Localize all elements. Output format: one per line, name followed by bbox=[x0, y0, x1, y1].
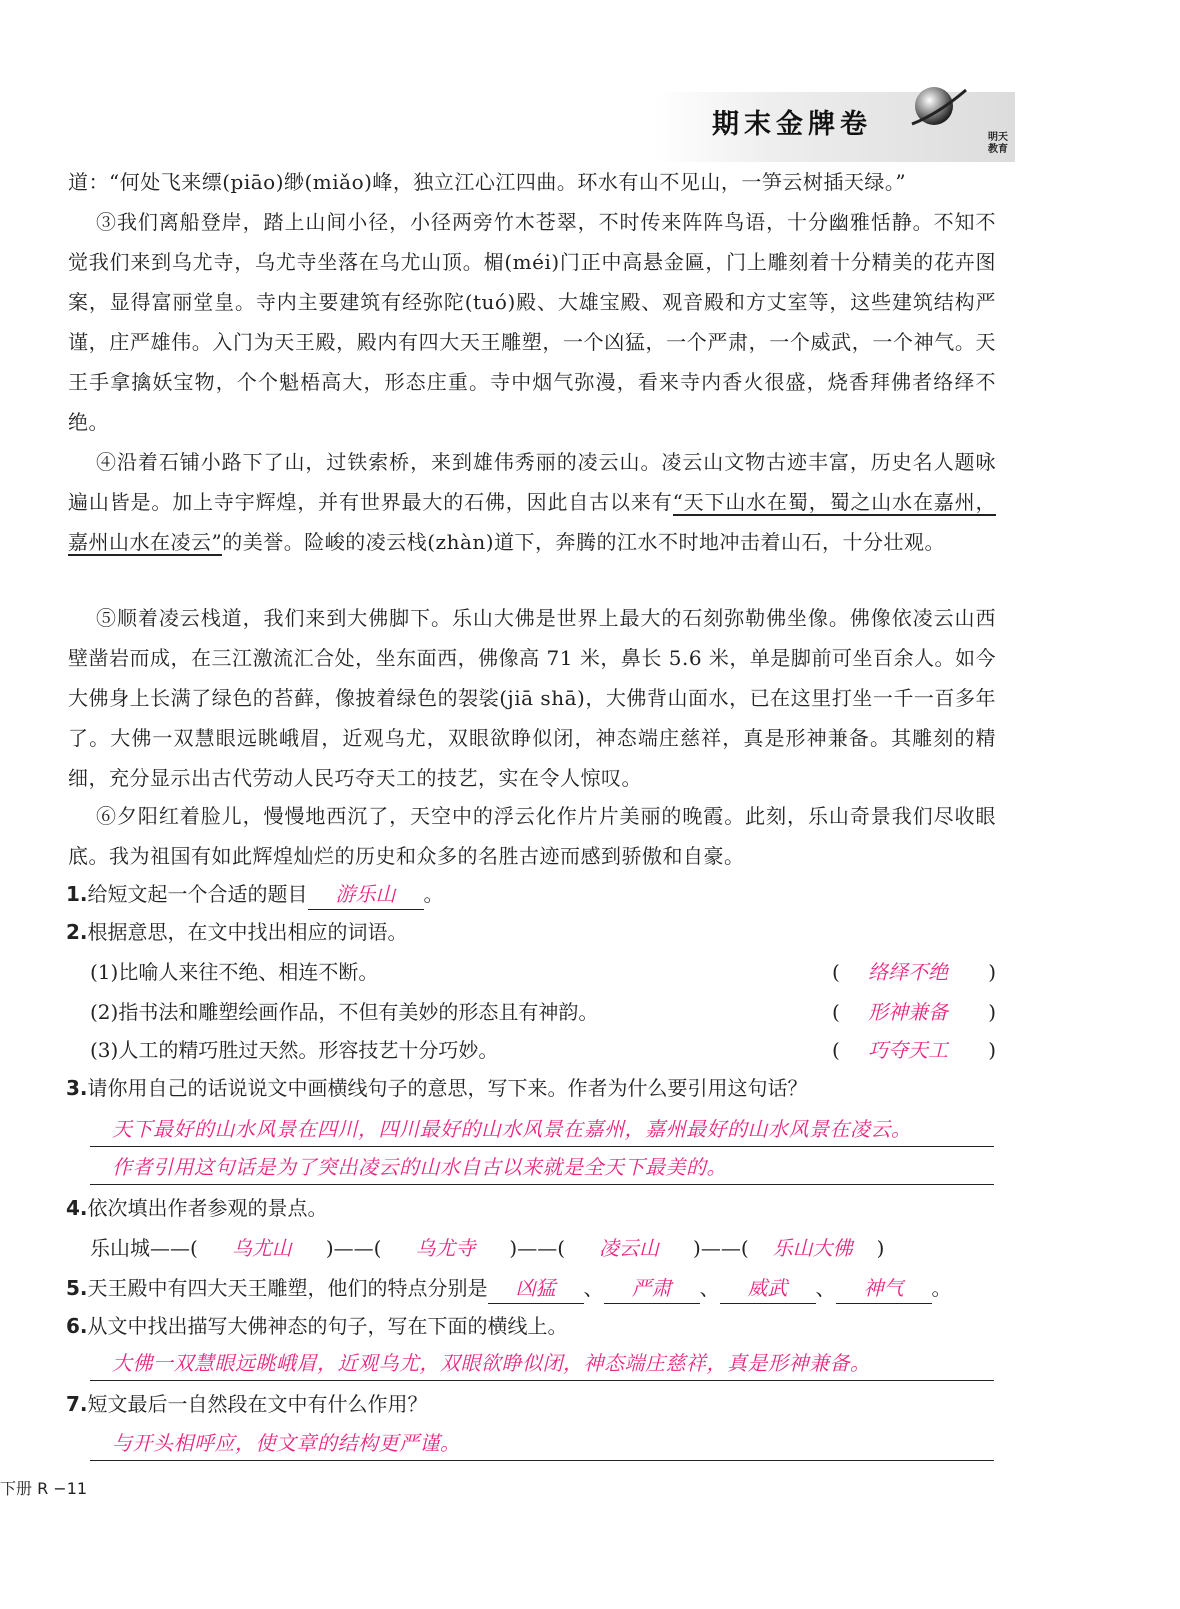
q1-end: 。 bbox=[423, 882, 444, 906]
q6-number: 6. bbox=[66, 1314, 88, 1338]
page-footer: 下册 R −11 bbox=[0, 1479, 88, 1498]
q2-item-1: (1)比喻人来往不绝、相连不断。 bbox=[90, 960, 379, 984]
q4-answer-2: 乌尤寺 bbox=[415, 1236, 476, 1260]
q6-answer-line: 大佛一双慧眼远眺峨眉，近观乌尤，双眼欲睁似闭，神态端庄慈祥，真是形神兼备。 bbox=[90, 1346, 994, 1381]
q7-text: 短文最后一自然段在文中有什么作用？ bbox=[87, 1392, 428, 1416]
q7-answer-line: 与开头相呼应，使文章的结构更严谨。 bbox=[90, 1426, 994, 1461]
q4-answer-4: 乐山大佛 bbox=[772, 1236, 853, 1260]
q5-number: 5. bbox=[66, 1276, 88, 1300]
sphere-logo-icon bbox=[908, 84, 968, 132]
q3-answer-line-1: 天下最好的山水风景在四川，四川最好的山水风景在嘉州，嘉州最好的山水风景在凌云。 bbox=[90, 1112, 994, 1147]
paragraph-3: ③我们离船登岸，踏上山间小径，小径两旁竹木苍翠，不时传来阵阵鸟语，十分幽雅恬静。不知不觉我们来到乌尤寺，乌尤寺坐落在乌尤山顶。楣(méi)门正中高悬金匾，门上雕刻着十分精美的花卉图案，显得富丽堂皇。寺内主要建筑有经弥陀(tuó)殿、大雄宝殿、观音殿和方丈室等，这些建筑结构严谨，庄严雄伟。入门为天王殿，殿内有四大天王雕塑，一个凶猛，一个严肃，一个威武，一个神气。天王手拿擒妖宝物，个个魁梧高大，形态庄重。寺中烟气弥漫，看来寺内香火很盛，烧香拜佛者络绎不绝。 bbox=[68, 210, 996, 434]
q2-text: 根据意思，在文中找出相应的词语。 bbox=[87, 920, 408, 944]
q4-start: 乐山城 bbox=[90, 1236, 150, 1260]
q2-number: 2. bbox=[66, 920, 88, 944]
q2-item-3-answer: 巧夺天工 bbox=[868, 1038, 948, 1062]
q5-answer-4: 神气 bbox=[836, 1273, 932, 1304]
q4-answer-1: 乌尤山 bbox=[231, 1236, 292, 1260]
q3-number: 3. bbox=[66, 1076, 88, 1100]
q6-text: 从文中找出描写大佛神态的句子，写在下面的横线上。 bbox=[87, 1314, 568, 1338]
paragraph-4-start: ④沿着石铺小路下了山，过铁索桥，来到雄伟秀丽的凌云山。凌云山文物古迹丰富，历史名人题咏遍山皆是。加上寺宇辉煌，并有世界最大的石佛，因此自古以来有 bbox=[68, 450, 996, 514]
question-7 bbox=[66, 1384, 428, 1424]
question-1 bbox=[66, 874, 444, 914]
q2-item-2: (2)指书法和雕塑绘画作品，不但有美妙的形态且有神韵。 bbox=[90, 1000, 599, 1024]
q7-number: 7. bbox=[66, 1392, 88, 1416]
brand-line-1: 明天 bbox=[988, 132, 1008, 143]
header-title: 期末金牌卷 bbox=[712, 109, 872, 140]
q3-answer-line-2: 作者引用这句话是为了突出凌云的山水自古以来就是全天下最美的。 bbox=[90, 1150, 994, 1185]
header-brand bbox=[984, 132, 1012, 156]
q4-number: 4. bbox=[66, 1196, 88, 1220]
q1-number: 1. bbox=[66, 882, 88, 906]
q1-text: 给短文起一个合适的题目 bbox=[87, 882, 308, 906]
q1-answer: 游乐山 bbox=[308, 879, 424, 910]
q5-answer-1: 凶猛 bbox=[488, 1273, 584, 1304]
q5-end: 。 bbox=[931, 1276, 952, 1300]
q4-route: 乐山城——( 乌尤山 )——( 乌尤寺 )——( 凌云山 )——( 乐山大佛 ) bbox=[90, 1228, 884, 1268]
q2-item-2-answer: 形神兼备 bbox=[868, 1000, 948, 1024]
q5-text: 天王殿中有四大天王雕塑，他们的特点分别是 bbox=[87, 1276, 488, 1300]
question-4 bbox=[66, 1188, 328, 1228]
q4-answer-3: 凌云山 bbox=[599, 1236, 660, 1260]
q2-item-1-answer: 络绎不绝 bbox=[868, 960, 948, 984]
question-2 bbox=[66, 912, 408, 952]
passage-continuation: 道：“何处飞来缥(piāo)缈(miǎo)峰，独立江心江四曲。环水有山不见山，一笋云树插天绿。” bbox=[68, 170, 907, 194]
q5-answer-3: 威武 bbox=[720, 1273, 816, 1304]
q5-answer-2: 严肃 bbox=[604, 1273, 700, 1304]
paragraph-4-end: 的美誉。险峻的凌云栈(zhàn)道下，奔腾的江水不时地冲击着山石，十分壮观。 bbox=[222, 530, 946, 554]
question-3 bbox=[66, 1068, 808, 1108]
paragraph-4 bbox=[68, 442, 996, 562]
question-6 bbox=[66, 1306, 568, 1346]
q2-item-3: (3)人工的精巧胜过天然。形容技艺十分巧妙。 bbox=[90, 1038, 499, 1062]
question-5: 5.天王殿中有四大天王雕塑，他们的特点分别是 凶猛 、 严肃 、 威武 、 神气 。 bbox=[66, 1268, 952, 1308]
paragraph-5: ⑤顺着凌云栈道，我们来到大佛脚下。乐山大佛是世界上最大的石刻弥勒佛坐像。佛像依凌云山西壁凿岩而成，在三江激流汇合处，坐东面西，佛像高 71 米，鼻长 5.6 米，单是脚前可坐百余人。如今大佛身上长满了绿色的苔藓，像披着绿色的袈裟(jiā shā)，大佛背山面水，已在这里打坐一千一百多年了。大佛一双慧眼远眺峨眉，近观乌尤，双眼欲睁似闭，神态端庄慈祥，真是形神兼备。其雕刻的精细，充分显示出古代劳动人民巧夺天工的技艺，实在令人惊叹。 bbox=[68, 606, 996, 790]
brand-line-2: 教育 bbox=[988, 144, 1008, 155]
q4-text: 依次填出作者参观的景点。 bbox=[87, 1196, 328, 1220]
q3-text: 请你用自己的话说说文中画横线句子的意思，写下来。作者为什么要引用这句话？ bbox=[87, 1076, 808, 1100]
paragraph-6: ⑥夕阳红着脸儿，慢慢地西沉了，天空中的浮云化作片片美丽的晚霞。此刻，乐山奇景我们尽收眼底。我为祖国有如此辉煌灿烂的历史和众多的名胜古迹而感到骄傲和自豪。 bbox=[68, 804, 996, 868]
underlined-quote: “天下山水在蜀，蜀之山水在嘉州，嘉州山水在凌云” bbox=[68, 490, 996, 554]
